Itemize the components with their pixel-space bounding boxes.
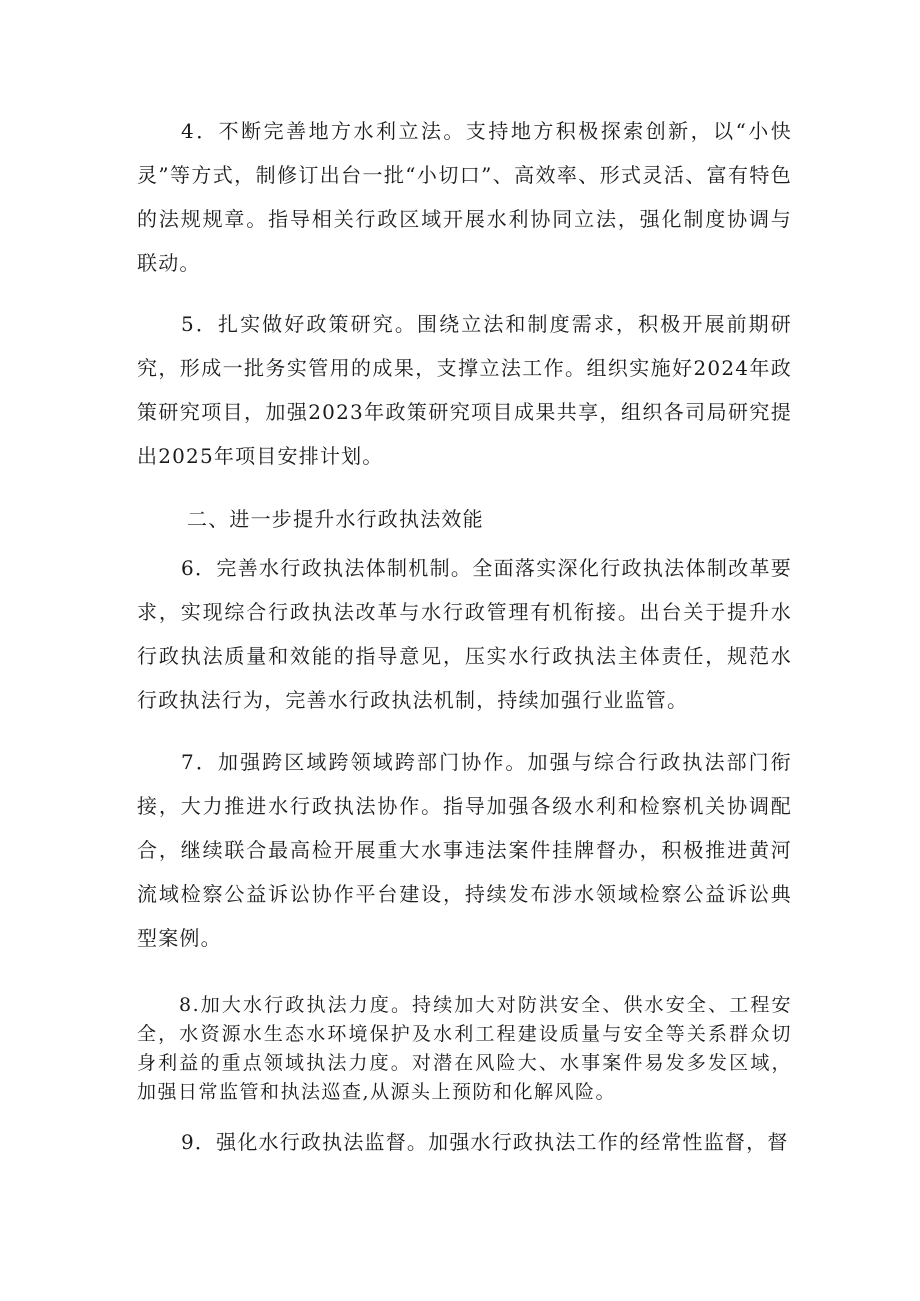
paragraph-item-5: 5．扎实做好政策研究。围绕立法和制度需求，积极开展前期研究，形成一批务实管用的成果，支撑立法工作。组织实施好2024年政策研究项目，加强2023年政策研究项目成果共享，组织各司局研究提出2025年项目安排计划。	[137, 312, 792, 468]
paragraph-item-7: 7．加强跨区域跨领域跨部门协作。加强与综合行政执法部门衔接，大力推进水行政执法协作。指导加强各级水利和检察机关协调配合，继续联合最高检开展重大水事违法案件挂牌督办，积极推进黄河流域检察公益诉讼协作平台建设，持续发布涉水领域检察公益诉讼典型案例。	[137, 750, 792, 950]
paragraph-item-8: 8.加大水行政执法力度。持续加大对防洪安全、供水安全、工程安全，水资源水生态水环境保护及水利工程建设质量与安全等关系群众切身利益的重点领域执法力度。对潜在风险大、水事案件易发多发区域，加强日常监管和执法巡查,从源头上预防和化解风险。	[137, 994, 792, 1103]
section-heading: 二、进一步提升水行政执法效能	[187, 507, 484, 531]
paragraph-item-4: 4．不断完善地方水利立法。支持地方积极探索创新，以“小快灵”等方式，制修订出台一批“小切口”、高效率、形式灵活、富有特色的法规规章。指导相关行政区域开展水利协同立法，强化制度协调与联动。	[137, 119, 792, 275]
paragraph-item-6: 6．完善水行政执法体制机制。全面落实深化行政执法体制改革要求，实现综合行政执法改革与水行政管理有机衔接。出台关于提升水行政执法质量和效能的指导意见，压实水行政执法主体责任，规范水行政执法行为，完善水行政执法机制，持续加强行业监管。	[137, 556, 792, 712]
paragraph-item-9: 9．强化水行政执法监督。加强水行政执法工作的经常性监督，督	[181, 1130, 789, 1154]
